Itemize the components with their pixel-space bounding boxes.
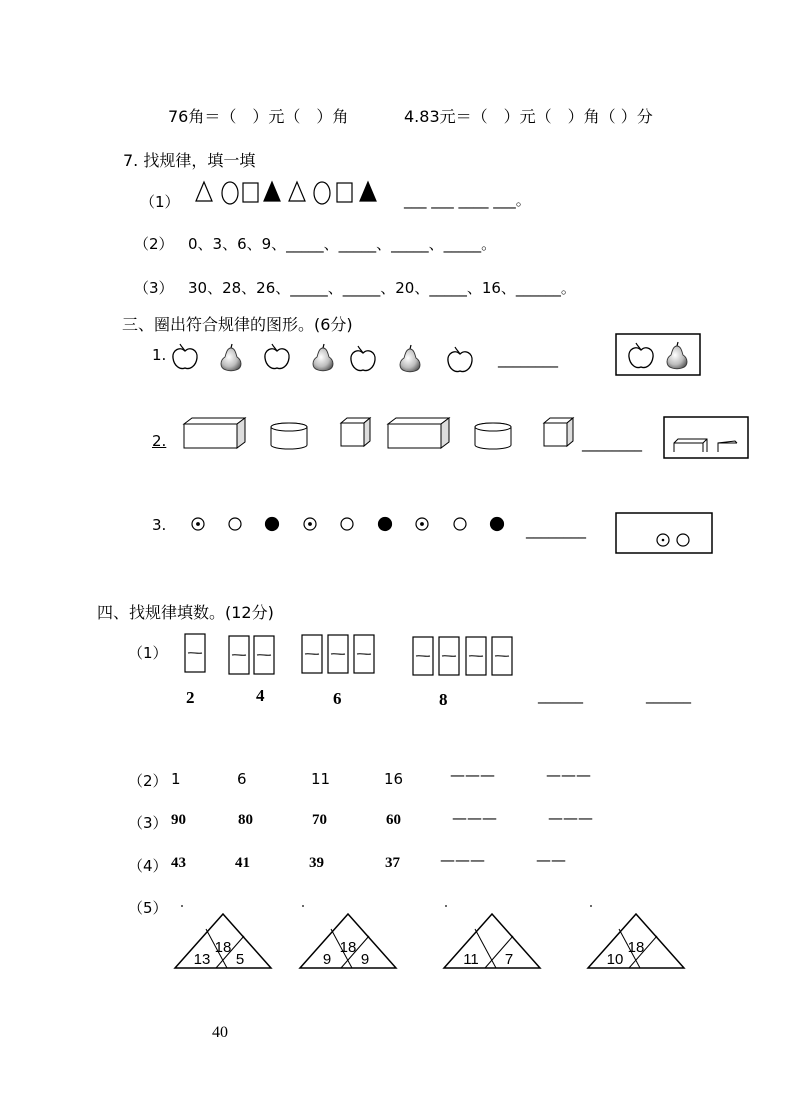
section4-q3-value: 90 <box>171 812 186 828</box>
q7-item3-sequence[interactable]: 30、28、26、_____、_____、20、_____、16、______。 <box>188 279 576 297</box>
section4-q2-number: （2） <box>128 772 168 790</box>
section4-q1-value: 8 <box>439 690 448 709</box>
triangle-top-value: 18 <box>214 939 232 956</box>
solid-answer-box[interactable] <box>664 417 748 458</box>
q7-item3-number: （3） <box>134 279 174 297</box>
solid-pattern <box>184 418 573 449</box>
number-triangles <box>175 905 684 968</box>
q7-item2-sequence[interactable]: 0、3、6、9、_____、_____、_____、_____。 <box>188 235 497 253</box>
section4-q1-value: 6 <box>333 689 342 708</box>
dot-mark <box>181 905 183 907</box>
triangle-right-value: 5 <box>235 951 245 968</box>
q7-shape-pattern <box>196 182 376 204</box>
section4-q3-value: 60 <box>386 812 401 828</box>
triangle-right-value: 9 <box>360 951 370 968</box>
q7-item2-number: （2） <box>134 235 174 253</box>
dot-mark <box>302 905 304 907</box>
section4-q1-blank[interactable]: ______ <box>538 686 583 704</box>
number-triangle[interactable] <box>588 914 684 968</box>
q7-item1-number: （1） <box>140 193 180 211</box>
money-question-1: 76角＝（ ）元（ ）角 <box>168 107 349 126</box>
section4-q4-value: 43 <box>171 855 186 871</box>
number-triangle[interactable] <box>175 914 271 968</box>
section4-q2-blank[interactable]: ——— <box>450 766 495 784</box>
section4-q4-blank[interactable]: —— <box>536 851 566 869</box>
number-triangle[interactable] <box>300 914 396 968</box>
section4-q2-value: 1 <box>171 770 181 788</box>
section4-q3-value: 80 <box>238 812 253 828</box>
section4-q3-blank[interactable]: ——— <box>548 809 593 827</box>
number-triangle[interactable] <box>444 914 540 968</box>
section4-q2-value: 11 <box>311 770 331 788</box>
triangle-left-value: 13 <box>193 951 211 968</box>
triangle-left-value: 9 <box>322 951 332 968</box>
section3-row1-number: 1. <box>152 346 167 364</box>
fruit-pattern <box>173 344 472 372</box>
section4-q4-number: （4） <box>128 857 168 875</box>
section4-q1-number: （1） <box>128 644 168 662</box>
section3-title: 三、圈出符合规律的图形。(6分) <box>122 315 353 334</box>
section4-q4-blank[interactable]: ——— <box>440 851 485 869</box>
section4-q1-value: 4 <box>256 686 265 705</box>
section4-q5-number: （5） <box>128 899 168 917</box>
section3-row1-blank[interactable]: ________ <box>498 350 558 368</box>
q7-title: 7. 找规律，填一填 <box>123 151 256 170</box>
circle-pattern <box>192 518 504 531</box>
triangle-top-value: 18 <box>627 939 645 956</box>
section3-row3-number: 3. <box>152 516 167 534</box>
section3-row2-number: 2. <box>152 432 167 450</box>
section4-q4-value: 37 <box>385 855 400 871</box>
section4-q3-number: （3） <box>128 814 168 832</box>
triangle-left-value: 10 <box>606 951 624 968</box>
section4-q4-value: 41 <box>235 855 250 871</box>
circle-answer-box[interactable] <box>616 513 712 553</box>
section4-q2-value: 6 <box>237 770 247 788</box>
section4-title: 四、找规律填数。(12分) <box>97 603 274 622</box>
triangle-right-value: 7 <box>504 951 514 968</box>
section3-row2-blank[interactable]: ________ <box>582 434 642 452</box>
dot-mark <box>445 905 447 907</box>
section4-q3-value: 70 <box>312 812 327 828</box>
q7-item1-blanks[interactable]: ___ ___ ____ ___。 <box>404 191 531 209</box>
section4-q4-value: 39 <box>309 855 324 871</box>
section4-q2-value: 16 <box>384 770 404 788</box>
triangle-left-value: 11 <box>463 951 479 968</box>
money-question-2: 4.83元＝（ ）元（ ）角（ ）分 <box>404 107 653 126</box>
section4-q2-blank[interactable]: ——— <box>546 766 591 784</box>
section4-q3-blank[interactable]: ——— <box>452 809 497 827</box>
card-groups <box>185 634 512 675</box>
section4-q1-blank[interactable]: ______ <box>646 686 691 704</box>
section4-q1-value: 2 <box>186 688 195 707</box>
section3-row3-blank[interactable]: ________ <box>526 521 586 539</box>
dot-mark <box>590 905 592 907</box>
triangle-top-value: 18 <box>339 939 357 956</box>
page-number: 40 <box>212 1024 228 1041</box>
